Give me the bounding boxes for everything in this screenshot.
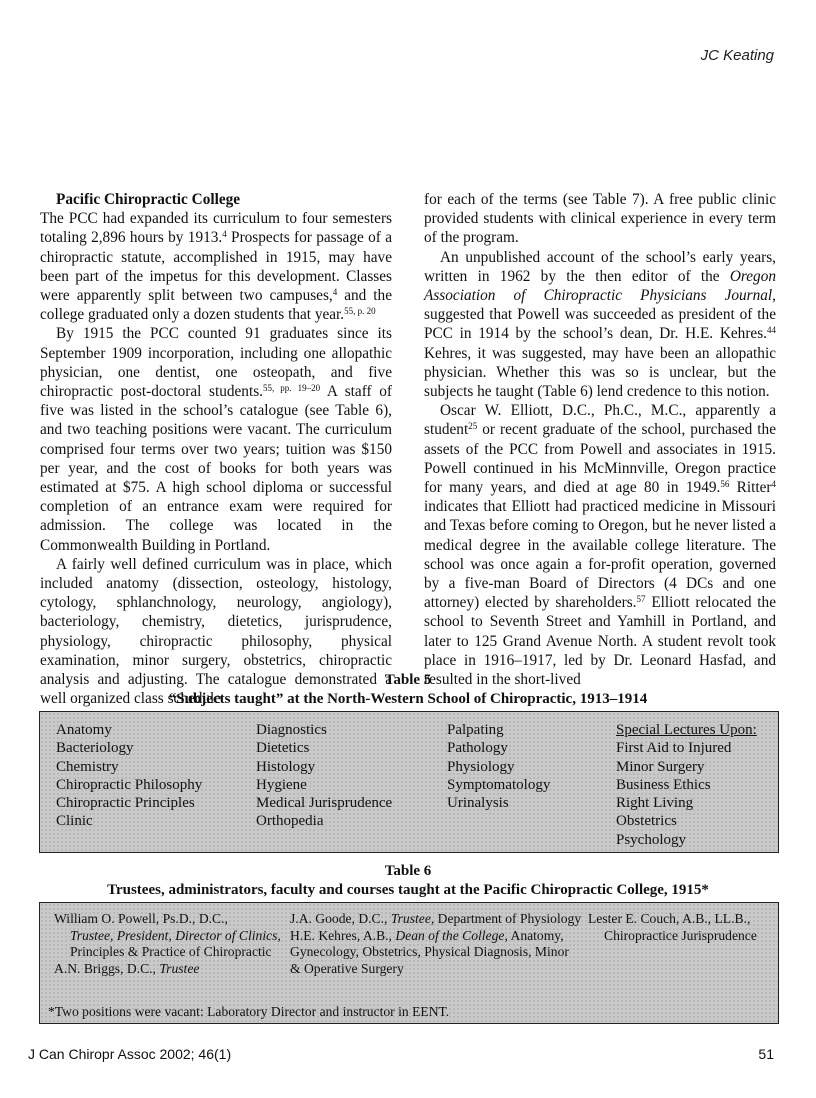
reference: 4 <box>222 229 227 240</box>
table5-cell: Chiropractic Philosophy <box>56 776 203 793</box>
table6-entry: H.E. Kehres, A.B., Dean of the College, Anatomy, Gynecology, Obstetrics, Physical Diagnosis, Minor & Operative Surgery <box>290 927 569 976</box>
table5-cell: Chiropractic Principles <box>56 795 195 812</box>
reference: 44 <box>767 325 776 336</box>
table5-cell: Diagnostics <box>256 722 327 738</box>
table6-box <box>39 902 779 1024</box>
table5-column-2 <box>256 721 392 831</box>
table5-column-4 <box>616 721 757 849</box>
running-header-author: JC Keating <box>700 47 774 64</box>
table5-label: Table 5 <box>384 672 432 688</box>
right-column <box>424 190 776 689</box>
section-heading: Pacific Chiropractic College <box>56 191 241 208</box>
table6-column-1 <box>54 911 286 977</box>
table5-cell: Orthopedia <box>256 813 324 830</box>
reference: 56 <box>720 479 730 490</box>
table6-entry: Lester E. Couch, A.B., LL.B., <box>588 911 751 926</box>
table6-entry: J.A. Goode, D.C., Trustee, Department of Physiology <box>290 911 582 926</box>
table5-cell: Minor Surgery <box>616 758 705 775</box>
reference: 57 <box>636 594 646 605</box>
table5-cell: Anatomy <box>56 722 112 738</box>
table5-cell: Business Ethics <box>616 776 711 793</box>
table5-cell: Dietetics <box>256 740 310 757</box>
table5-cell: Symptomatology <box>447 776 551 793</box>
table5-cell: Hygiene <box>256 776 307 793</box>
paragraph: An unpublished account of the school’s early years, written in 1962 by the then editor of the Oregon Association of Chiropractic Physicians Journal, suggested that Powell was succeeded as president of the PCC in 1914 by the school’s dean, Dr. H.E. Kehres.$^{44}$ Kehres, it was suggested, may have been an allopathic physician. Whether this was so is unclear, but the subjects he taught (Table 6) lend credence to this notion. <box>424 248 776 401</box>
table5-cell: Psychology <box>616 831 687 848</box>
table6-label: Table 6 <box>384 863 432 879</box>
paragraph: for each of the terms (see Table 7). A free public clinic provided students with clinical experience in every term of the program. <box>424 191 776 247</box>
table5-title: “Subjects taught” at the North-Western School of Chiropractic, 1913–1914 <box>168 691 648 707</box>
journal-title: Oregon Association of Chiropractic Physicians Journal <box>424 267 776 305</box>
table6-entry-detail: Trustee, President, Director of Clinics, Principles & Practice of Chiropractic <box>70 927 281 959</box>
table5-cell: Clinic <box>56 813 93 830</box>
table5-cell: Bacteriology <box>56 740 134 757</box>
paragraph: By 1915 the PCC counted 91 graduates since its September 1909 incorporation, including one allopathic physician, one dentist, one osteopath, and five chiropractic post-doctoral students.$^{55, pp. 19-20}$ A staff of five was listed in the school’s catalogue (see Table 6), and two teaching positions were vacant. The curriculum comprised four terms over two years; tuition was $150 per year, and the cost of books for both years was estimated at $75. A high school diploma or successful completion of an entrance exam were required for admission. The college was located in the Commonwealth Building in Portland. <box>40 325 393 554</box>
table5-cell: Medical Jurisprudence <box>256 795 393 812</box>
table5-cell: Right Living <box>616 795 694 812</box>
table5-cell: Histology <box>256 758 316 775</box>
table6-entry-detail: Chiropractice Jurisprudence <box>604 927 757 943</box>
reference: 4 <box>332 287 338 298</box>
reference: 4 <box>771 479 776 490</box>
table6-column-3 <box>588 911 772 944</box>
left-column <box>40 190 392 708</box>
footer-citation: J Can Chiropr Assoc 2002; 46(1) <box>28 1046 232 1062</box>
paragraph: A fairly well defined curriculum was in place, which included anatomy (dissection, osteology, histology, cytology, sphlanchnology, neurology, angiology), bacteriology, chemistry, dietetics, jurisprudence, physiology, chiropractic philosophy, physical examination, minor surgery, obstetrics, chiropractic analysis and adjusting. The catalogue demonstrated a well organized class schedule <box>40 555 392 708</box>
table6-entry: A.N. Briggs, D.C., Trustee <box>54 960 200 976</box>
table6-footnote: *Two positions were vacant: Laboratory Director and instructor in EENT. <box>48 1004 450 1019</box>
reference: 55, p. 20 <box>344 306 376 317</box>
table5-cell: Pathology <box>447 740 508 757</box>
table5-special-lectures-heading: Special Lectures Upon: <box>616 722 757 738</box>
table6-entry: William O. Powell, Ps.D., D.C., <box>54 911 228 926</box>
table5-column-3 <box>447 721 550 812</box>
reference: 55, pp. 19–20 <box>262 383 321 394</box>
table5-cell: Palpating <box>447 722 504 738</box>
table5-column-1 <box>56 721 202 831</box>
table5-cell: First Aid to Injured <box>616 740 732 757</box>
table5-cell: Physiology <box>447 758 515 775</box>
paragraph: Oscar W. Elliott, D.C., Ph.C., M.C., apparently a student$^{25}$ or recent graduate of the school, purchased the assets of the PCC from Powell and associates in 1915. Powell continued in his McMinnville, Oregon practice for many years, and died at age 80 in 1949.56 Ritter$^4$ indicates that Elliott had practiced medicine in Missouri and Texas before coming to Oregon, but he never listed a medical degree in the available college literature. The school was once again a for-profit operation, governed by a five-man Board of Directors (4 DCs and one attorney) elected by shareholders.$^{57}$ Elliott relocated the school to Seventh Street and Yamhill in Portland, and later to 125 Grand Avenue North. A student revolt took place in 1916–1917, led by Dr. Leonard Hasfad, and resulted in the short-lived <box>424 402 776 689</box>
table5-cell: Urinalysis <box>447 795 509 812</box>
table6-column-2 <box>290 911 582 977</box>
reference: 25 <box>468 421 478 432</box>
table6-title: Trustees, administrators, faculty and courses taught at the Pacific Chiropractic College, 1915* <box>107 882 709 898</box>
page-number: 51 <box>758 1046 774 1062</box>
table5-box <box>39 711 779 853</box>
table5-cell: Chemistry <box>56 758 119 775</box>
paragraph: The PCC had expanded its curriculum to four semesters totaling 2,896 hours by 1913.$^4$ Prospects for passage of a chiropractic statute, accomplished in 1915, may have been part of the impetus for this development. Classes were apparently split between two campuses,$^4$ and the college graduated only a dozen students that year.$^{55, p. 20}$ <box>40 210 392 324</box>
table5-cell: Obstetrics <box>616 813 677 830</box>
